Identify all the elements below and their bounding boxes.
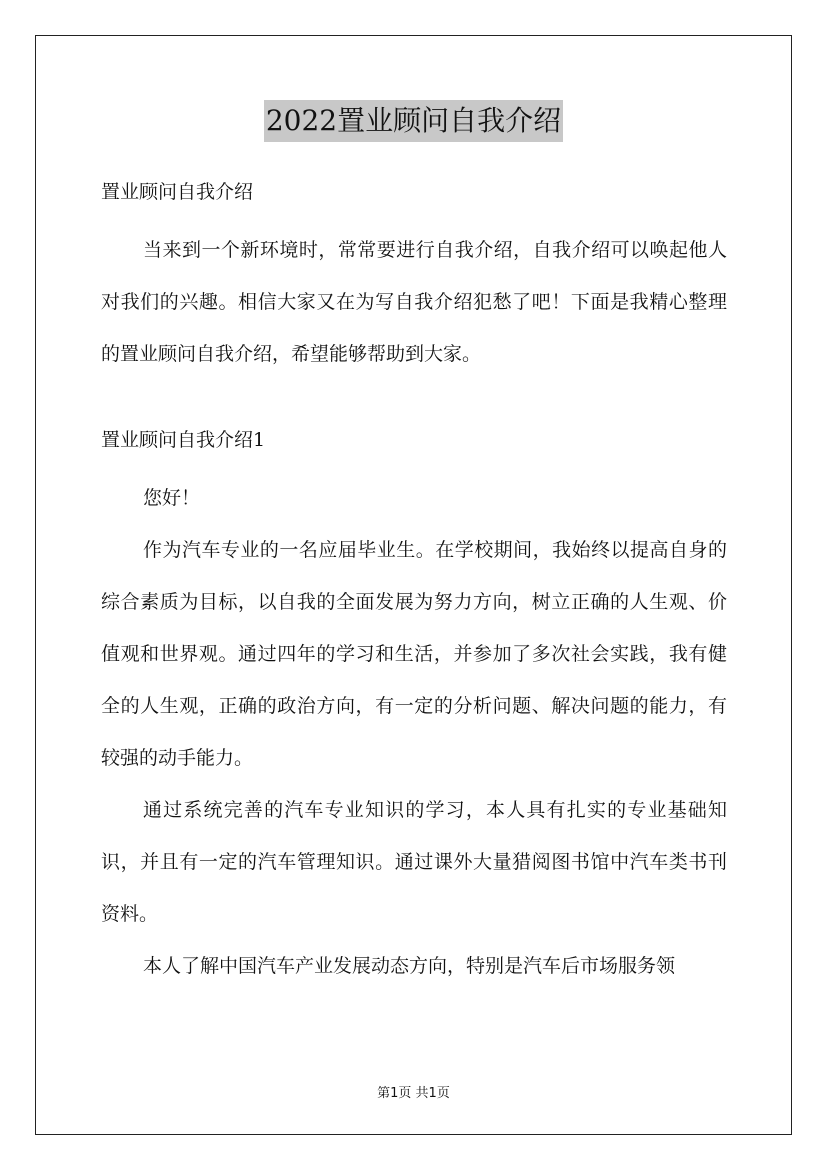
body-paragraph-2: 通过系统完善的汽车专业知识的学习，本人具有扎实的专业基础知识，并且有一定的汽车管理知识。通过课外大量猎阅图书馆中汽车类书刊资料。 <box>101 799 727 925</box>
intro-paragraph: 当来到一个新环境时，常常要进行自我介绍，自我介绍可以唤起他人对我们的兴趣。相信大家又在为写自我介绍犯愁了吧！下面是我精心整理的置业顾问自我介绍，希望能够帮助到大家。 <box>101 239 727 365</box>
document-subtitle: 置业顾问自我介绍 <box>101 181 254 203</box>
document-title: 2022置业顾问自我介绍 <box>264 100 563 142</box>
greeting-paragraph: 您好！ <box>143 487 201 509</box>
page-number-footer: 第1页 共1页 <box>377 1086 450 1101</box>
body-paragraph-3: 本人了解中国汽车产业发展动态方向，特别是汽车后市场服务领 <box>143 955 676 977</box>
document-title-container <box>0 100 827 142</box>
body-paragraph-1: 作为汽车专业的一名应届毕业生。在学校期间，我始终以提高自身的综合素质为目标，以自我的全面发展为努力方向，树立正确的人生观、价值观和世界观。通过四年的学习和生活，并参加了多次社会实践，我有健全的人生观，正确的政治方向，有一定的分析问题、解决问题的能力，有较强的动手能力。 <box>101 539 727 769</box>
document-body <box>101 170 727 992</box>
section-heading: 置业顾问自我介绍1 <box>101 429 266 451</box>
